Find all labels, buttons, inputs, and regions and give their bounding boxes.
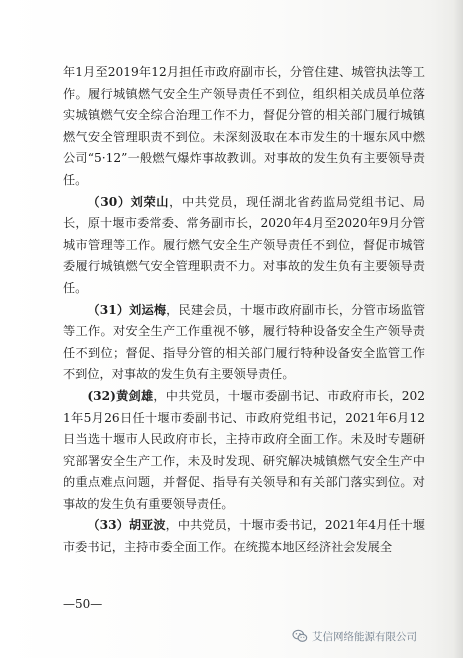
document-body (63, 62, 425, 559)
paragraph-hu-yabo (63, 515, 425, 558)
paragraph-body: ，中共党员，十堰市委副书记、市政府市长，2021年5月26日任十堰市委副书记、市政府党组书记，2021年6月12日当选十堰市人民政府市长，主持市政府全面工作。未及时专题研究部署安全生产工作，未及时发现、研究解决城镇燃气安全生产中的重点难点问题，并督促、指导有关领导和有关部门落实到位。对事故的发生负有重要领导责任。 (63, 388, 425, 511)
paragraph-continuation (63, 62, 425, 192)
wechat-icon (292, 628, 308, 644)
paragraph-liu-yunmei (63, 300, 425, 386)
paragraph-body: 年1月至2019年12月担任市政府副市长，分管住建、城管执法等工作。履行城镇燃气安全生产领导责任不到位，组织相关成员单位落实城镇燃气安全综合治理工作不力，督促分管的相关部门履行城镇燃气安全管理职责不到位。未深刻汲取在本市发生的十堰东风中燃公司“5·12”一般燃气爆炸事故教训。对事故的发生负有主要领导责任。 (63, 65, 425, 187)
person-label: （31）刘运梅 (87, 302, 167, 317)
paragraph-liu-rongshan (63, 192, 425, 300)
page-number: —50— (63, 597, 103, 611)
page-edge-shadow (453, 0, 463, 658)
watermark-text: 艾信网络能源有限公司 (312, 630, 417, 643)
person-label: (32)黄剑雄 (87, 388, 154, 403)
paragraph-body: ，民建会员，十堰市政府副市长，分管市场监管等工作。对安全生产工作重视不够，履行特种设备安全生产领导责任不到位；督促、指导分管的相关部门履行特种设备安全监管工作不到位，对事故的发生负有主要领导责任。 (63, 302, 426, 382)
paragraph-huang-jianxiong (63, 386, 425, 516)
person-label: （30）刘荣山 (87, 194, 170, 209)
paragraph-body: ，中共党员，十堰市委书记，2021年4月任十堰市委书记，主持市委全面工作。在统揽本地区经济社会发展全 (63, 518, 425, 555)
person-label: （33）胡亚波 (87, 518, 166, 533)
watermark (292, 627, 417, 645)
paragraph-body: ，中共党员，现任湖北省药监局党组书记、局长，原十堰市委常委、常务副市长，2020年4月至2020年9月分管城市管理等工作。履行燃气安全生产领导责任不到位，督促市城管委履行城镇燃气安全管理职责不力。对事故的发生负有主要领导责任。 (63, 194, 425, 295)
